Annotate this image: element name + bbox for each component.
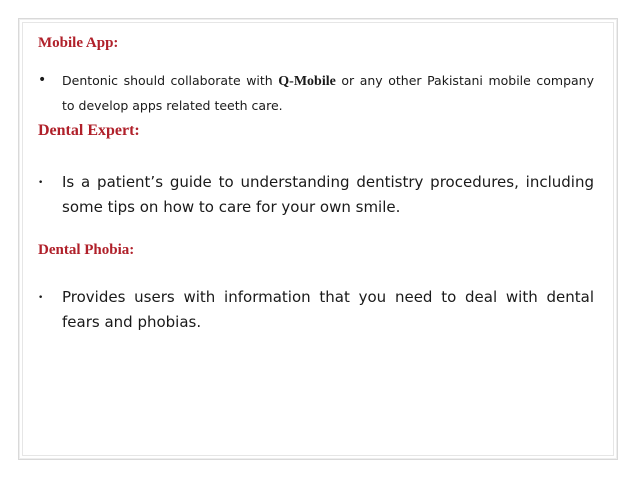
text-segment: Dentonic should collaborate with	[62, 73, 279, 88]
bullet-marker: •	[38, 72, 47, 88]
text-segment: or any other Pakistani mobile company to develop apps related teeth care.	[62, 73, 594, 113]
brand-name: Q-Mobile	[278, 74, 336, 89]
bullet-text-dental-expert: Is a patient’s guide to understanding dentistry procedures, including some tips on how to care for your own smile.	[62, 173, 594, 216]
bullet-text-dental-phobia: Provides users with information that you need to deal with dental fears and phobias.	[62, 288, 594, 331]
heading-mobile-app: Mobile App:	[38, 35, 119, 51]
bullet-marker: •	[38, 178, 44, 188]
bullet-marker: •	[38, 293, 44, 303]
heading-dental-phobia: Dental Phobia:	[38, 242, 135, 258]
bullet-text-mobile-app	[62, 69, 594, 118]
heading-dental-expert: Dental Expert:	[38, 122, 140, 139]
